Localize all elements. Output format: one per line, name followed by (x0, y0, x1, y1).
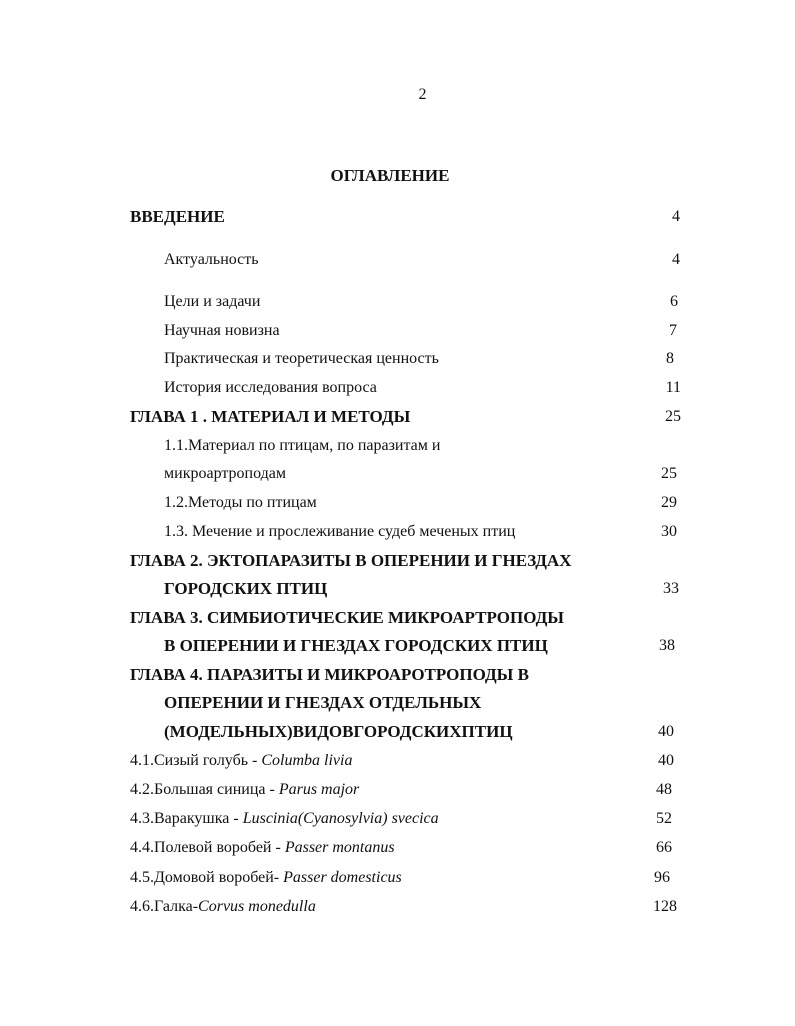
toc-entry-4-4 (0, 838, 795, 864)
toc-entry-1-1-cont (0, 464, 795, 490)
toc-entry-page: 30 (661, 523, 677, 540)
toc-entry-4-6 (0, 897, 795, 923)
toc-entry-chapter-4 (0, 665, 795, 691)
toc-entry-text: В ОПЕРЕНИИ И ГНЕЗДАХ ГОРОДСКИХ ПТИЦ (164, 636, 548, 655)
toc-entry-page: 40 (658, 752, 674, 769)
toc-entry-introduction (0, 207, 795, 233)
toc-entry-text: микроартроподам (164, 465, 287, 482)
toc-entry-text (130, 838, 395, 858)
toc-entry-page: 66 (656, 839, 672, 856)
page-number: 2 (418, 86, 427, 103)
toc-entry-label: 4.4.Полевой воробей - (130, 839, 285, 856)
toc-entry-page: 6 (670, 293, 678, 310)
toc-entry-practical-value (0, 349, 795, 375)
toc-entry-text (130, 868, 402, 888)
toc-entry-chapter-2-cont (0, 579, 795, 605)
toc-entry-label: 4.5.Домовой воробей- (130, 869, 284, 886)
species-name: Parus major (278, 781, 360, 798)
toc-entry-page: 96 (654, 869, 670, 886)
toc-entry-text: Научная новизна (164, 322, 280, 339)
species-name: Luscinia(Cyanosylvia) svecica (242, 810, 439, 827)
toc-entry-text: ОПЕРЕНИИ И ГНЕЗДАХ ОТДЕЛЬНЫХ (164, 693, 482, 712)
page-title: ОГЛАВЛЕНИЕ (330, 166, 450, 185)
toc-entry-page: 128 (653, 898, 677, 915)
toc-entry-label: 4.6.Галка- (130, 898, 199, 915)
toc-entry-page: 52 (656, 810, 672, 827)
toc-entry-text: История исследования вопроса (164, 379, 377, 396)
toc-entry-4-3 (0, 809, 795, 835)
toc-entry-text (130, 751, 352, 771)
toc-entry-page: 38 (659, 637, 675, 654)
toc-entry-page: 48 (656, 781, 672, 798)
species-name: Passer montanus (284, 839, 395, 856)
toc-entry-page: 33 (663, 580, 679, 597)
species-name: Columba livia (261, 752, 353, 769)
toc-entry-label: 4.1.Сизый голубь - (130, 752, 262, 769)
toc-entry-page: 11 (665, 379, 681, 396)
toc-entry-history (0, 378, 795, 404)
toc-entry-text: ГЛАВА 2. ЭКТОПАРАЗИТЫ В ОПЕРЕНИИ И ГНЕЗДАХ (130, 551, 572, 570)
toc-entry-chapter-4-cont2 (0, 722, 795, 748)
toc-entry-1-1 (0, 436, 795, 462)
toc-entry-4-2 (0, 780, 795, 806)
toc-entry-text (130, 809, 439, 829)
toc-entry-chapter-3-cont (0, 636, 795, 662)
toc-entry-text: 1.1.Материал по птицам, по паразитам и (164, 437, 441, 454)
toc-entry-text: (МОДЕЛЬНЫХ)ВИДОВГОРОДСКИХПТИЦ (164, 722, 513, 741)
toc-entry-page: 7 (669, 322, 677, 339)
toc-entry-text: ГЛАВА 1 . МАТЕРИАЛ И МЕТОДЫ (130, 407, 411, 426)
toc-entry-page: 29 (661, 494, 677, 511)
toc-entry-page: 25 (661, 465, 677, 482)
toc-entry-text (130, 780, 359, 800)
toc-entry-text: ГЛАВА 3. СИМБИОТИЧЕСКИЕ МИКРОАРТРОПОДЫ (130, 608, 564, 627)
toc-entry-text: Актуальность (164, 251, 259, 268)
toc-entry-text: Практическая и теоретическая ценность (164, 350, 439, 367)
toc-entry-4-1 (0, 751, 795, 777)
toc-entry-text (130, 897, 316, 917)
toc-entry-page: 4 (672, 251, 680, 268)
toc-entry-page: 8 (666, 350, 674, 367)
toc-entry-1-3 (0, 522, 795, 548)
toc-entry-goals (0, 292, 795, 318)
species-name: Passer domesticus (283, 869, 402, 886)
toc-entry-text: Цели и задачи (164, 293, 261, 310)
toc-entry-4-5 (0, 868, 795, 894)
toc-entry-page: 25 (665, 408, 681, 425)
toc-entry-chapter-4-cont (0, 693, 795, 719)
toc-entry-text: ГОРОДСКИХ ПТИЦ (164, 579, 328, 598)
toc-entry-page: 40 (658, 723, 674, 740)
species-name: Corvus monedulla (198, 898, 316, 915)
toc-entry-text: ВВЕДЕНИЕ (130, 207, 225, 226)
toc-entry-text: ГЛАВА 4. ПАРАЗИТЫ И МИКРОАРОТРОПОДЫ В (130, 665, 529, 684)
toc-entry-label: 4.3.Варакушка - (130, 810, 243, 827)
toc-entry-chapter-2 (0, 551, 795, 577)
toc-entry-chapter-1 (0, 407, 795, 433)
toc-entry-text: 1.2.Методы по птицам (164, 494, 317, 511)
toc-entry-novelty (0, 321, 795, 347)
toc-entry-chapter-3 (0, 608, 795, 634)
toc-entry-text: 1.3. Мечение и прослеживание судеб меченых птиц (164, 523, 516, 540)
toc-entry-relevance (0, 250, 795, 276)
toc-entry-1-2 (0, 493, 795, 519)
toc-entry-label: 4.2.Большая синица - (130, 781, 279, 798)
toc-entry-page: 4 (672, 208, 680, 225)
